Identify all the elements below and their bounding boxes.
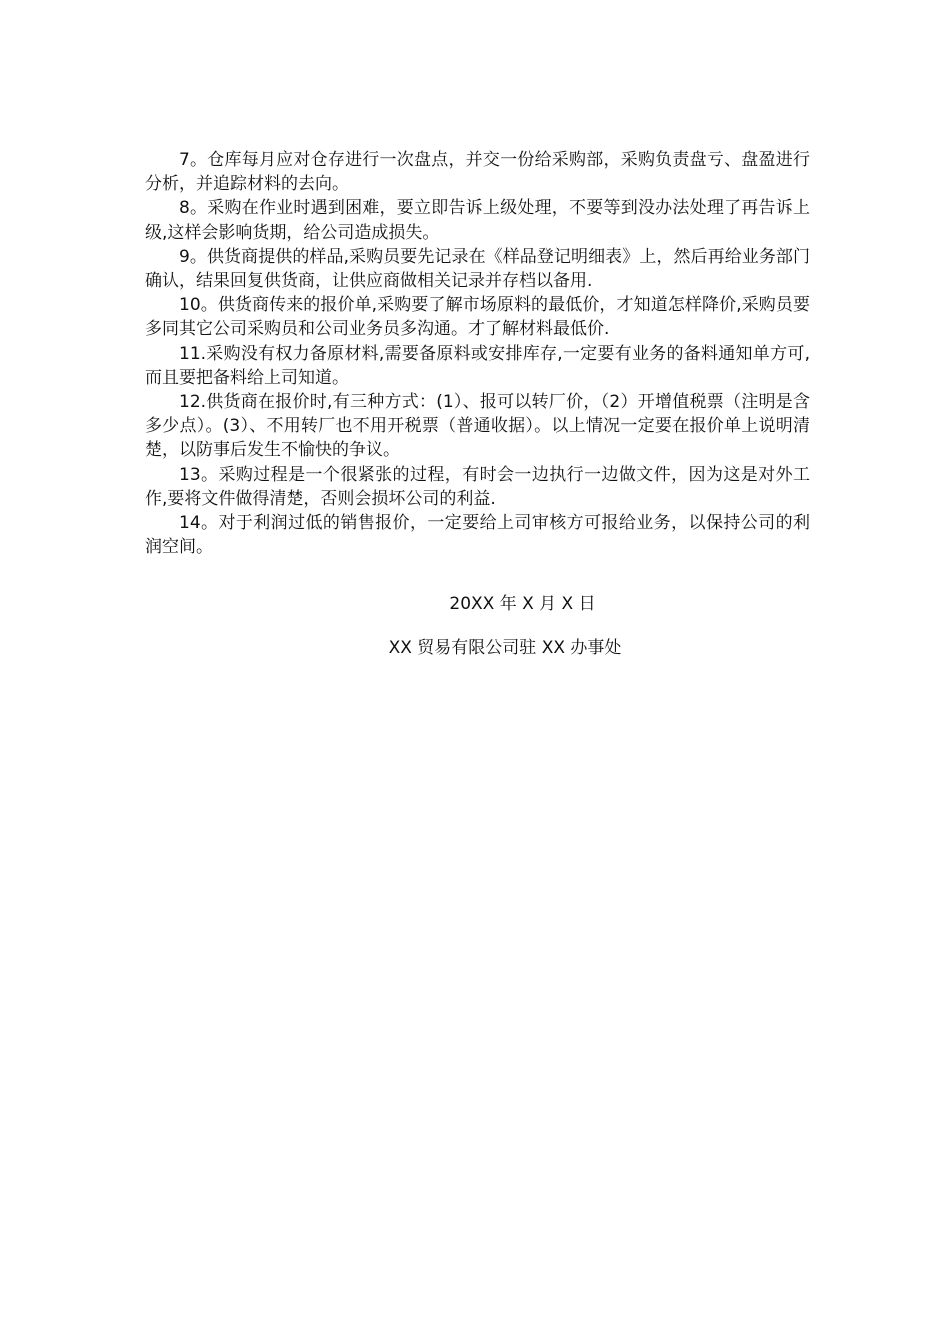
paragraph-13: 13。采购过程是一个很紧张的过程，有时会一边执行一边做文件，因为这是对外工作,要将文件做得清楚，否则会损坏公司的利益. (145, 464, 810, 509)
paragraph-8: 8。采购在作业时遇到困难，要立即告诉上级处理，不要等到没办法处理了再告诉上级,这样会影响货期，给公司造成损失。 (145, 198, 810, 243)
paragraph-11: 11.采购没有权力备原材料,需要备原料或安排库存,一定要有业务的备料通知单方可,而且要把备料给上司知道。 (145, 343, 810, 388)
paragraph-7: 7。仓库每月应对仓存进行一次盘点，并交一份给采购部，采购负责盘亏、盘盈进行分析，并追踪材料的去向。 (145, 150, 810, 195)
organization-signature: XX 贸易有限公司驻 XX 办事处 (388, 638, 622, 658)
paragraph-14: 14。对于利润过低的销售报价，一定要给上司审核方可报给业务，以保持公司的利润空间。 (145, 513, 810, 558)
document-date: 20XX 年 X 月 X 日 (449, 594, 596, 614)
paragraph-10: 10。供货商传来的报价单,采购要了解市场原料的最低价，才知道怎样降价,采购员要多同其它公司采购员和公司业务员多沟通。才了解材料最低价. (145, 295, 810, 340)
paragraph-9: 9。供货商提供的样品,采购员要先记录在《样品登记明细表》上，然后再给业务部门确认，结果回复供货商，让供应商做相关记录并存档以备用. (145, 246, 810, 292)
paragraph-12: 12.供货商在报价时,有三种方式：(1）、报可以转厂价，（2）开增值税票（注明是含多少点）。(3）、不用转厂也不用开税票（普通收据）。以上情况一定要在报价单上说明清楚，以防事后发生不愉快的争议。 (145, 392, 810, 461)
document-body (145, 148, 810, 559)
